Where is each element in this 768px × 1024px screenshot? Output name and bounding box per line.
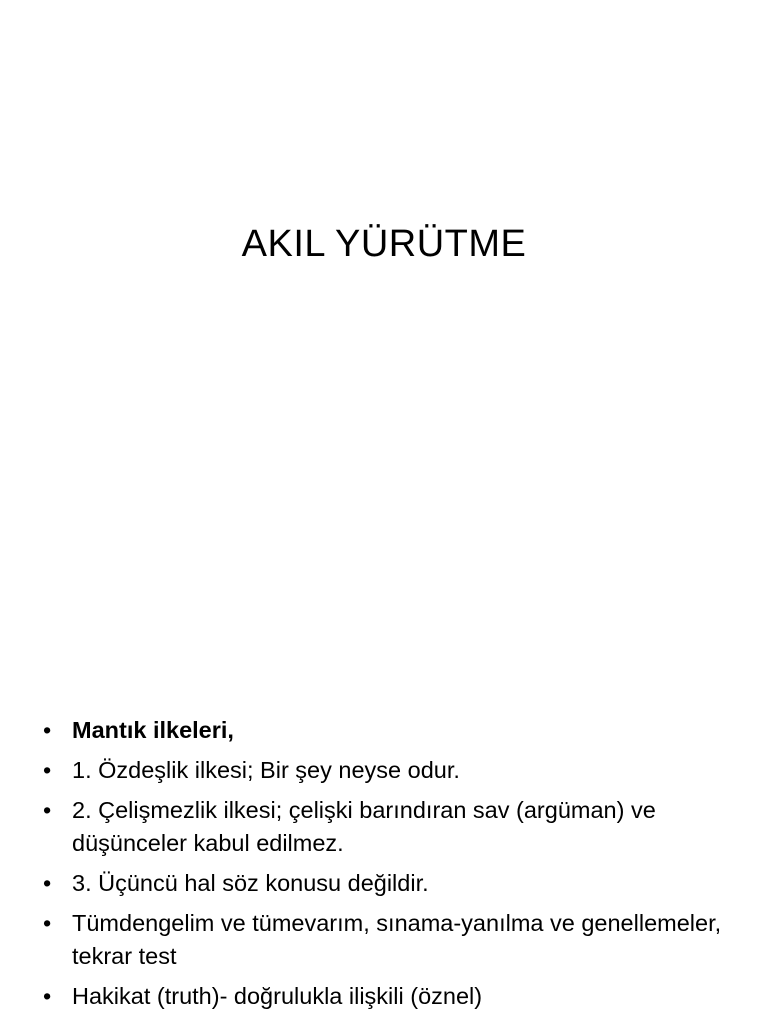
bullet-icon: •: [43, 717, 52, 743]
bullet-list: [40, 714, 730, 1020]
list-item: [40, 754, 730, 787]
bullet-icon: •: [43, 870, 52, 896]
list-item-text: 1. Özdeşlik ilkesi; Bir şey neyse odur.: [72, 757, 460, 783]
list-item: [40, 907, 730, 973]
list-item-text: Tümdengelim ve tümevarım, sınama-yanılma ve genellemeler, tekrar test: [72, 910, 722, 969]
bullet-icon: •: [43, 797, 52, 823]
list-item: [40, 714, 730, 747]
bullet-icon: •: [43, 983, 52, 1009]
list-item-text: 2. Çelişmezlik ilkesi; çelişki barındıran sav (argüman) ve düşünceler kabul edilmez.: [72, 797, 656, 856]
list-item-text: Mantık ilkeleri,: [72, 717, 234, 743]
list-item-text: Hakikat (truth)- doğrulukla ilişkili (öznel): [72, 983, 483, 1009]
slide-title: AKIL YÜRÜTME: [241, 223, 527, 265]
list-item-text: 3. Üçüncü hal söz konusu değildir.: [72, 870, 429, 896]
list-item: [40, 980, 730, 1013]
list-item: [40, 794, 730, 860]
bullet-icon: •: [43, 910, 52, 936]
list-item: [40, 867, 730, 900]
bullet-icon: •: [43, 757, 52, 783]
